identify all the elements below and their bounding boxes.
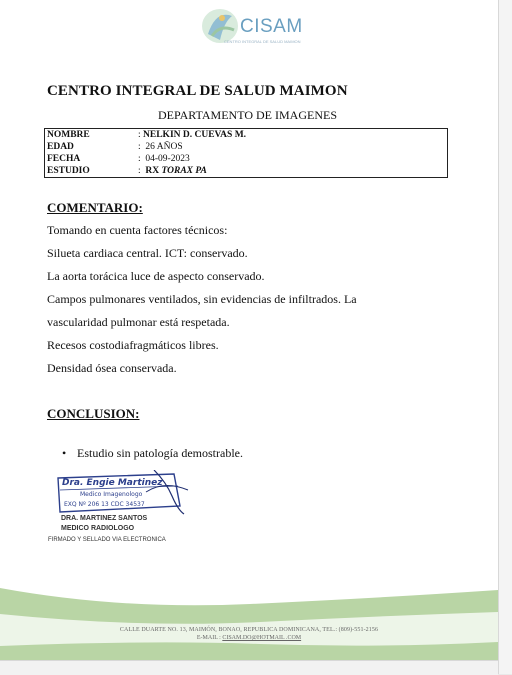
email-link[interactable]: CISAM.DO@HOTMAIL .COM: [222, 635, 302, 641]
department-title: DEPARTAMENTO DE IMAGENES: [158, 108, 337, 122]
signer-role: MEDICO RADIOLOGO: [61, 525, 135, 532]
info-value: : 26 AÑOS: [138, 142, 183, 152]
comentario-line: vascularidad pulmonar está respetada.: [47, 315, 230, 329]
signature-note: FIRMADO Y SELLADO VIA ELECTRONICA: [48, 537, 166, 543]
logo-tagline: CENTRO INTEGRAL DE SALUD MAIMON: [224, 39, 301, 44]
info-value: : 04-09-2023: [138, 154, 190, 164]
footer-wave: [0, 570, 498, 660]
stamp-name: Dra. Engie Martinez: [62, 478, 163, 488]
comentario-heading: COMENTARIO:: [47, 200, 143, 215]
footer-address: CALLE DUARTE NO. 13, MAIMÓN, BONAO, REPUBLICA DOMINICANA, TEL.: (809)-551-2156: [119, 627, 379, 633]
patient-info-box: [44, 128, 448, 178]
comentario-line: Tomando en cuenta factores técnicos:: [47, 223, 228, 237]
info-value: : NELKIN D. CUEVAS M.: [138, 130, 247, 140]
comentario-line: La aorta torácica luce de aspecto conservado.: [47, 269, 265, 283]
stamp-role: Medico Imagenologo: [80, 491, 143, 498]
conclusion-item: Estudio sin patología demostrable.: [77, 446, 243, 460]
info-label: FECHA: [47, 154, 81, 164]
doctor-stamp: [54, 470, 194, 518]
info-label: ESTUDIO: [47, 166, 90, 176]
stamp-exq: EXQ Nº 206 13 CDC 34537: [64, 501, 145, 508]
organization-title: CENTRO INTEGRAL DE SALUD MAIMON: [47, 83, 348, 99]
comentario-line: Densidad ósea conservada.: [47, 361, 177, 375]
comentario-line: Campos pulmonares ventilados, sin evidencias de infiltrados. La: [47, 292, 357, 306]
info-label: NOMBRE: [47, 130, 90, 140]
signer-name: DRA. MARTINEZ SANTOS: [61, 515, 148, 522]
cisam-logo: [198, 6, 308, 50]
comentario-line: Silueta cardiaca central. ICT: conservado.: [47, 246, 248, 260]
horizontal-scrollbar[interactable]: [0, 660, 498, 675]
conclusion-heading: CONCLUSION:: [47, 406, 140, 421]
footer-email: E-MAIL : CISAM.DO@HOTMAIL .COM: [196, 635, 302, 641]
logo-name: CISAM: [240, 16, 303, 37]
info-label: EDAD: [47, 142, 74, 152]
vertical-scrollbar[interactable]: [498, 0, 512, 674]
info-value: : RX TORAX PA: [138, 166, 207, 176]
comentario-line: Recesos costodiafragmáticos libres.: [47, 338, 219, 352]
bullet-marker: •: [62, 446, 67, 460]
